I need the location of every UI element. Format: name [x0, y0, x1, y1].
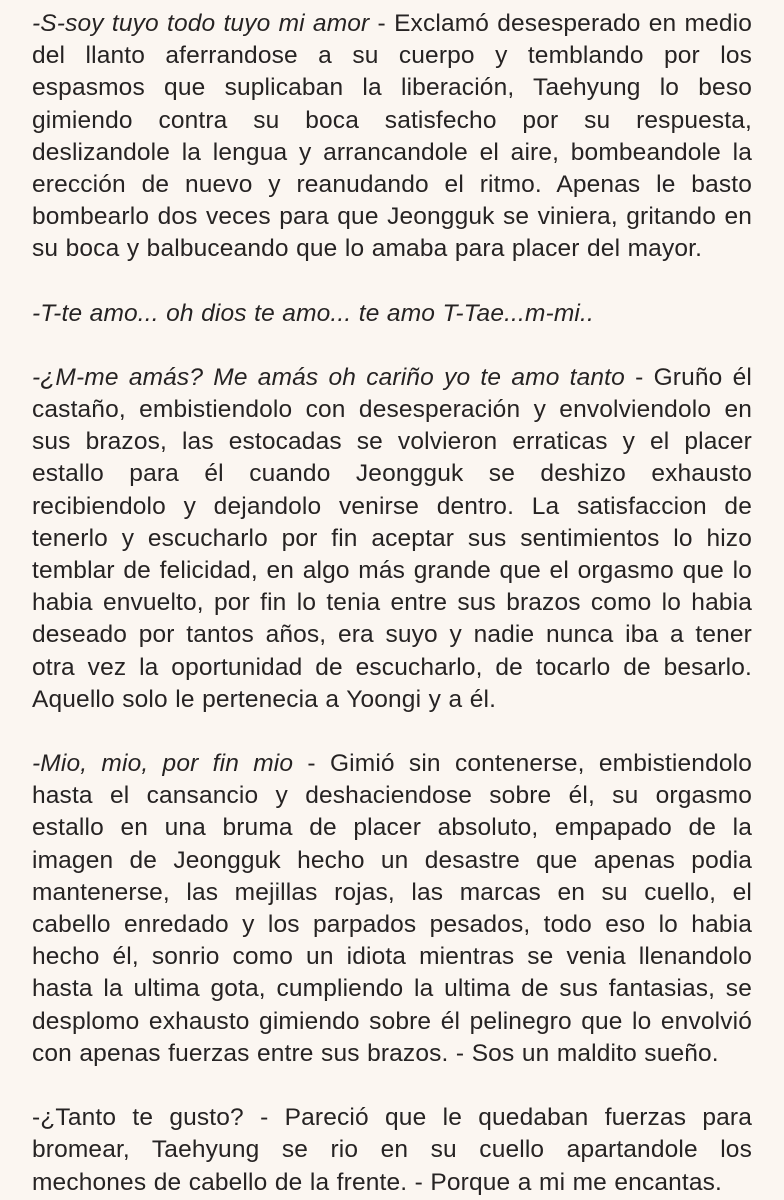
- narration: - Exclamó desesperado en medio del llanto aferrandose a su cuerpo y temblando por los espasmos que suplicaban la liberación, Taehyung lo beso gimiendo contra su boca satisfecho por su respuesta, deslizandole la lengua y arrancandole el aire, bombeandole la erección de nuevo y reanudando el ritmo. Apenas le basto bombearlo dos veces para que Jeongguk se viniera, gritando en su boca y balbuceando que lo amaba para placer del mayor.: [32, 10, 753, 263]
- paragraph-2: [32, 298, 752, 330]
- narration: -¿Tanto te gusto? - Pareció que le quedaban fuerzas para bromear, Taehyung se rio en su cuello apartandole los mechones de cabello de la frente. - Porque a mi me encantas.: [32, 1104, 752, 1196]
- dialogue: -T-te amo... oh dios te amo... te amo T-Tae...m-mi..: [32, 299, 594, 327]
- story-text: [32, 8, 752, 1199]
- paragraph-3: [32, 362, 752, 716]
- dialogue: -¿M-me amás? Me amás oh cariño yo te amo tanto: [32, 363, 625, 391]
- paragraph-5: [32, 1102, 752, 1199]
- narration: - Gimió sin contenerse, embistiendolo hasta el cansancio y deshaciendose sobre él, su orgasmo estallo en una bruma de placer absoluto, empapado de la imagen de Jeongguk hecho un desastre que apenas podia mantenerse, las mejillas rojas, las marcas en su cuello, el cabello enredado y los parpados pesados, todo eso lo habia hecho él, sonrio como un idiota mientras se venia llenandolo hasta la ultima gota, cumpliendo la ultima de sus fantasias, se desplomo exhausto gimiendo sobre él pelinegro que lo envolvió con apenas fuerzas entre sus brazos. - Sos un maldito sueño.: [32, 750, 752, 1067]
- dialogue: -S-soy tuyo todo tuyo mi amor: [32, 10, 370, 37]
- narration: - Gruño él castaño, embistiendolo con desesperación y envolviendolo en sus brazos, las estocadas se volvieron erraticas y el placer estallo para él cuando Jeongguk se deshizo exhausto recibiendolo y dejandolo venirse dentro. La satisfaccion de tenerlo y escucharlo por fin aceptar sus sentimientos lo hizo temblar de felicidad, en algo más grande que el orgasmo que lo habia envuelto, por fin lo tenia entre sus brazos como lo habia deseado por tantos años, era suyo y nadie nunca iba a tener otra vez la oportunidad de escucharlo, de tocarlo de besarlo. Aquello solo le pertenecia a Yoongi y a él.: [32, 363, 752, 713]
- paragraph-4: [32, 748, 752, 1070]
- paragraph-1: [32, 8, 752, 266]
- dialogue: -Mio, mio, por fin mio: [32, 750, 294, 778]
